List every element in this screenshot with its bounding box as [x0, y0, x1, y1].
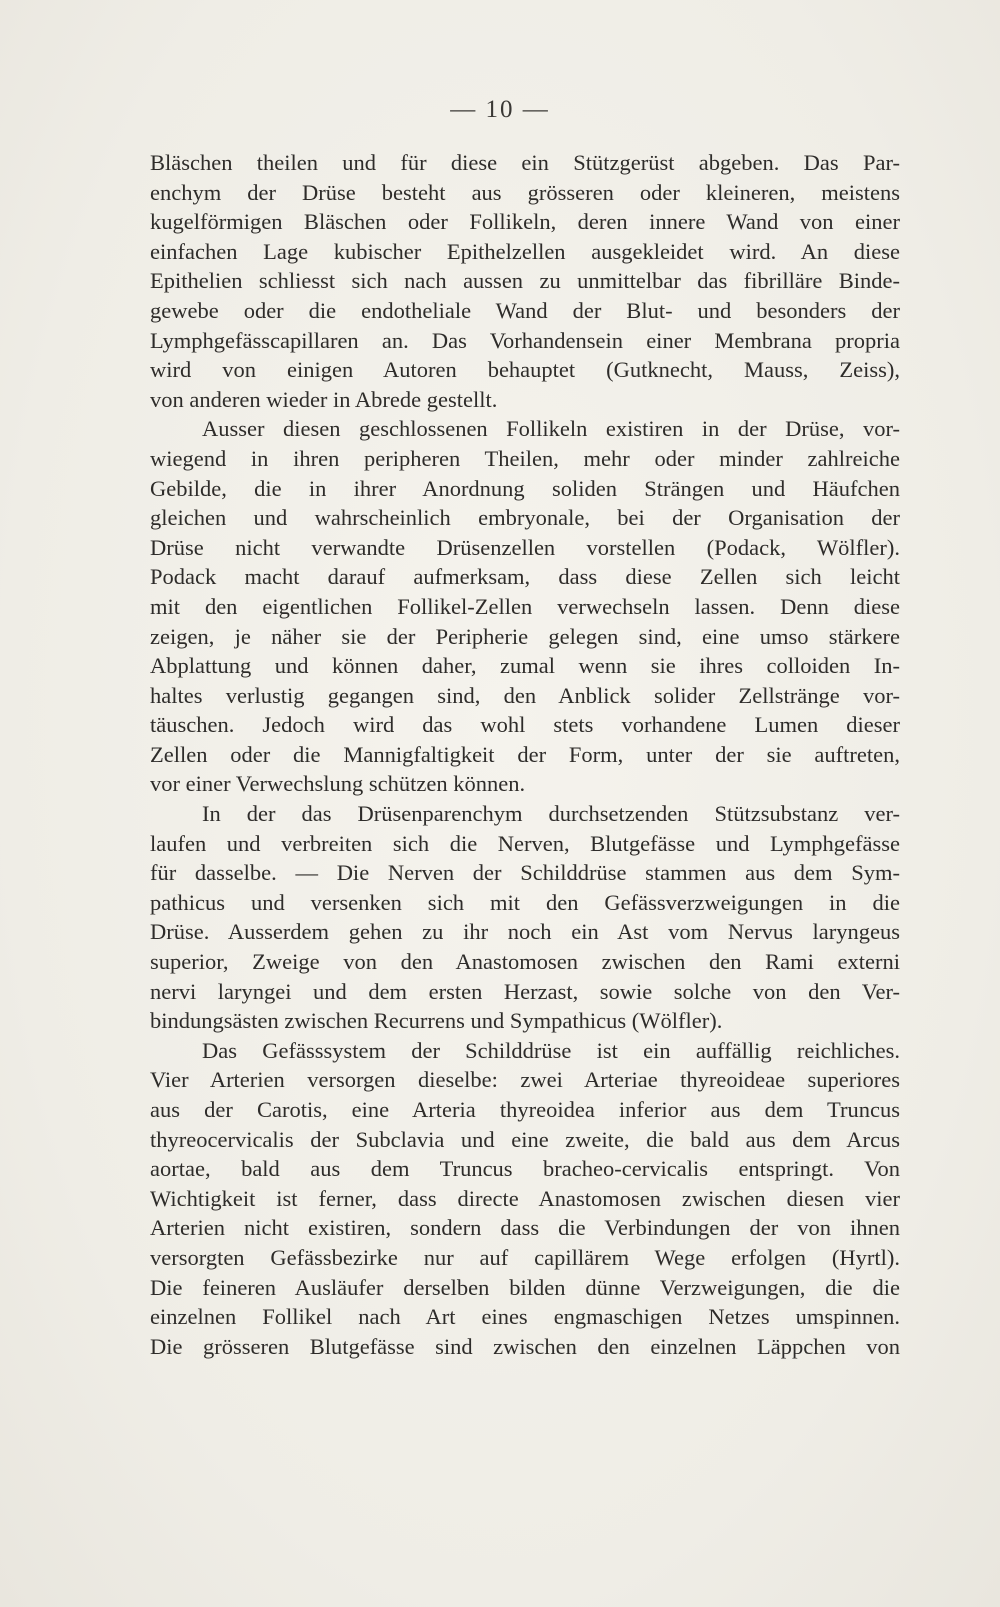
text-line: zeigen, je näher sie der Peripherie gelegen sind, eine umso stärkere [150, 623, 900, 649]
text-line: wiegend in ihren peripheren Theilen, mehr oder minder zahlreiche [150, 445, 900, 471]
text-line: Gebilde, die in ihrer Anordnung soliden Strängen und Häufchen [150, 475, 900, 501]
text-line: Drüse nicht verwandte Drüsenzellen vorstellen (Podack, Wölfler). [150, 534, 900, 560]
text-line: enchym der Drüse besteht aus grösseren oder kleineren, meistens [150, 179, 900, 205]
text-line: aus der Carotis, eine Arteria thyreoidea inferior aus dem Truncus [150, 1097, 900, 1122]
text-line: vor einer Verwechslung schützen können. [150, 771, 526, 797]
text-line: In der das Drüsenparenchym durchsetzenden Stützsubstanz ver- [202, 801, 900, 827]
text-line: pathicus und versenken sich mit den Gefässverzweigungen in die [150, 889, 900, 915]
text-line: Bläschen theilen und für diese ein Stützgerüst abgeben. Das Par- [150, 150, 900, 175]
text-line: gewebe oder die endotheliale Wand der Blut- und besonders der [150, 297, 900, 323]
text-line: Ausser diesen geschlossenen Follikeln existiren in der Drüse, vor- [202, 416, 900, 442]
text-line: Die grösseren Blutgefässe sind zwischen den einzelnen Läppchen von [150, 1333, 900, 1359]
text-line: superior, Zweige von den Anastomosen zwischen den Rami externi [150, 949, 900, 975]
text-line: aortae, bald aus dem Truncus bracheo-cervicalis entspringt. Von [150, 1156, 900, 1182]
text-line: von anderen wieder in Abrede gestellt. [150, 386, 498, 412]
text-line: bindungsästen zwischen Recurrens und Sympathicus (Wölfler). [150, 1008, 723, 1034]
text-line: Das Gefässsystem der Schilddrüse ist ein auffällig reichliches. [202, 1037, 900, 1063]
body-text [150, 148, 900, 1361]
text-line: Vier Arterien versorgen dieselbe: zwei Arteriae thyreoideae superiores [150, 1067, 900, 1093]
page-number: — 10 — [450, 96, 550, 123]
text-line: Arterien nicht existiren, sondern dass die Verbindungen der von ihnen [150, 1215, 900, 1241]
text-line: Wichtigkeit ist ferner, dass directe Anastomosen zwischen diesen vier [150, 1185, 900, 1211]
text-line: thyreocervicalis der Subclavia und eine zweite, die bald aus dem Arcus [150, 1126, 900, 1152]
text-line: täuschen. Jedoch wird das wohl stets vorhandene Lumen dieser [150, 712, 900, 738]
text-line: einzelnen Follikel nach Art eines engmaschigen Netzes umspinnen. [150, 1304, 900, 1330]
text-line: nervi laryngei und dem ersten Herzast, sowie solche von den Ver- [150, 978, 900, 1004]
text-line: gleichen und wahrscheinlich embryonale, bei der Organisation der [150, 505, 900, 531]
text-line: Epithelien schliesst sich nach aussen zu unmittelbar das fibrilläre Binde- [150, 268, 900, 294]
text-line: Lymphgefässcapillaren an. Das Vorhandensein einer Membrana propria [150, 327, 900, 353]
text-line: Die feineren Ausläufer derselben bilden dünne Verzweigungen, die die [150, 1274, 900, 1300]
text-line: laufen und verbreiten sich die Nerven, Blutgefässe und Lymphgefässe [150, 830, 900, 856]
text-line: Zellen oder die Mannigfaltigkeit der Form, unter der sie auftreten, [150, 741, 900, 767]
text-line: Podack macht darauf aufmerksam, dass diese Zellen sich leicht [150, 564, 900, 590]
text-line: kugelförmigen Bläschen oder Follikeln, deren innere Wand von einer [150, 209, 900, 235]
text-line: einfachen Lage kubischer Epithelzellen ausgekleidet wird. An diese [150, 238, 900, 264]
text-line: Abplattung und können daher, zumal wenn sie ihres colloiden In- [150, 653, 900, 679]
text-line: versorgten Gefässbezirke nur auf capillärem Wege erfolgen (Hyrtl). [150, 1244, 900, 1270]
text-line: Drüse. Ausserdem gehen zu ihr noch ein Ast vom Nervus laryngeus [150, 919, 900, 945]
text-line: mit den eigentlichen Follikel-Zellen verwechseln lassen. Denn diese [150, 593, 900, 619]
text-line: für dasselbe. — Die Nerven der Schilddrüse stammen aus dem Sym- [150, 860, 900, 886]
text-line: wird von einigen Autoren behauptet (Gutknecht, Mauss, Zeiss), [150, 357, 900, 383]
text-line: haltes verlustig gegangen sind, den Anblick solider Zellstränge vor- [150, 682, 900, 708]
